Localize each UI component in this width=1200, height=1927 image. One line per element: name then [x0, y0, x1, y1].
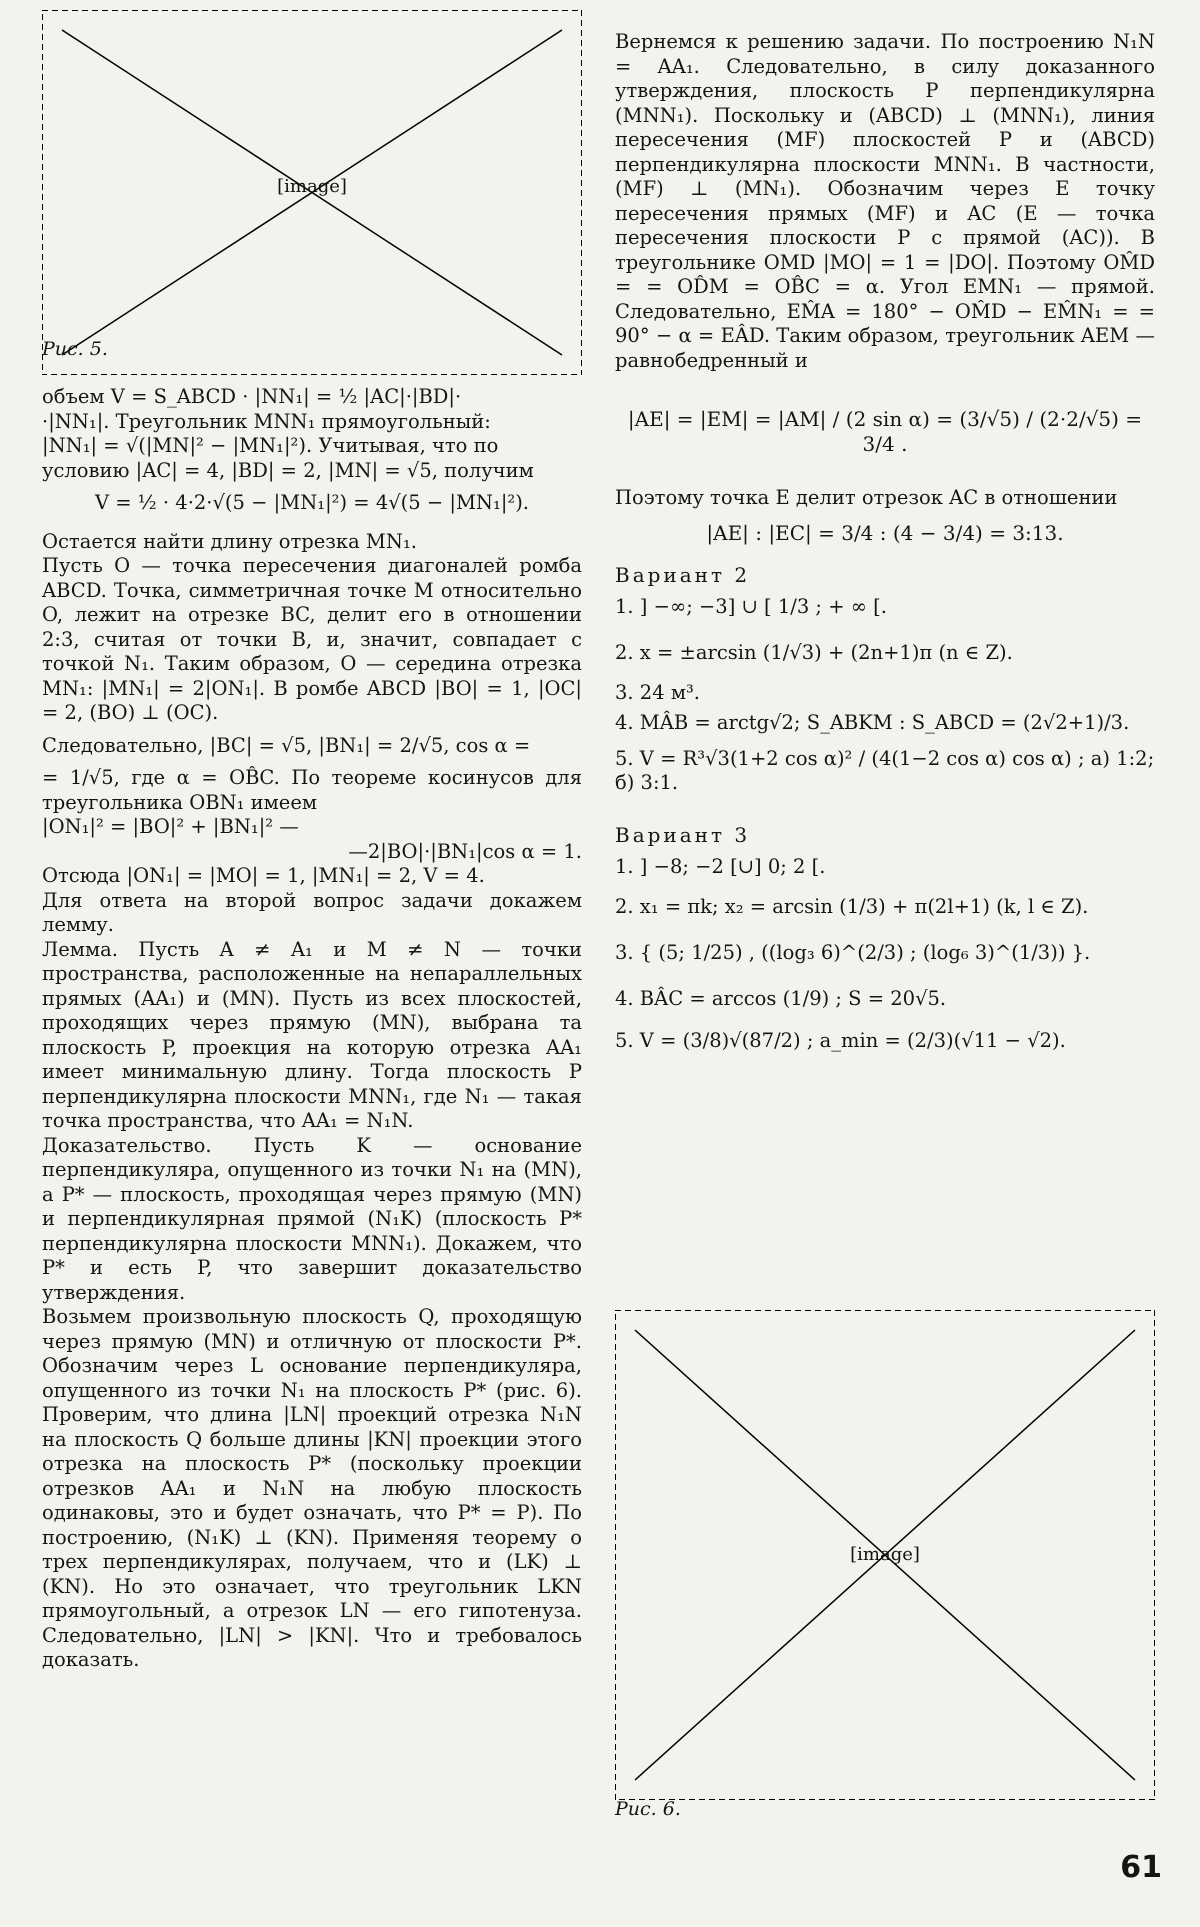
variant-2-answer-4: 4. MÂB = arctg√2; S_ABKM : S_ABCD = (2√2+1)/3. — [615, 711, 1130, 734]
variant-3-answer-5: 5. V = (3/8)√(87/2) ; a_min = (2/3)(√11 − √2). — [615, 1029, 1066, 1052]
proof-continued: Возьмем произвольную плоскость Q, проходящую через прямую (MN) и отличную от плоскости P*. Обозначим через L основание перпендикуляра, опущенного из точки N₁ на плоскость P* (рис. 6). Проверим, что длина |LN| проекций отрезка N₁N на плоскость Q больше длины |KN| проекции этого отрезка на плоскость P* (поскольку проекции отрезков AA₁ и N₁N на любую плоскость одинаковы, это и будет означать, что P* = P). По построению, (N₁K) ⊥ (KN). Применяя теорему о трех перпендикулярах, получаем, что и (LK) ⊥ (KN). Но это означает, что треугольник LKN прямоугольный, а отрезок LN — его гипотенуза. Следовательно, |LN| > |KN|. Что и требовалось доказать. — [42, 1305, 582, 1671]
volume-line-3: |NN₁| = √(|MN|² − |MN₁|²). Учитывая, что по — [42, 434, 499, 457]
variant-3-answer-1: 1. ] −8; −2 [∪] 0; 2 [. — [615, 855, 826, 878]
cos-formula-1: |ON₁|² = |BO|² + |BN₁|² — — [42, 815, 299, 838]
proof: Доказательство. Пусть K — основание перпендикуляра, опущенного из точки N₁ на (MN), а P* — плоскость, проходящая через прямую (MN) и перпендикулярная прямой (N₁K) (плоскость P* перпендикулярна плоскости MNN₁). Докажем, что P* и есть P, что завершит доказательство утверждения. — [42, 1133, 582, 1304]
lemma: Лемма. Пусть A ≠ A₁ и M ≠ N — точки пространства, расположенные на непараллельных прямых (AA₁) и (MN). Пусть из всех плоскостей, проходящих через прямую (MN), выбрана та плоскость P, проекция на которую отрезка AA₁ имеет минимальную длину. Тогда плоскость P перпендикулярна плоскости MNN₁, где N₁ — такая точка пространства, что AA₁ = N₁N. — [42, 937, 582, 1132]
volume-line-1: объем V = S_ABCD · |NN₁| = ½ |AC|·|BD|· — [42, 385, 462, 408]
page-number: 61 — [1120, 1850, 1162, 1885]
svg-text:[image]: [image] — [850, 1544, 920, 1565]
find-length: Остается найти длину отрезка MN₁. — [42, 529, 417, 553]
right-text-block — [615, 30, 1155, 1053]
ratio-formula: |AE| : |EC| = 3/4 : (4 − 3/4) = 3:13. — [706, 520, 1064, 545]
formula-ae: |AE| = |EM| = |AM| / (2 sin α) = (3/√5) / (2·2/√5) = 3/4 . — [627, 407, 1143, 456]
figure-6-caption: Рис. 6. — [615, 1798, 681, 1820]
variant-3-answers — [615, 855, 1155, 1053]
figure-5 — [42, 10, 582, 375]
variant-3-title: Вариант 3 — [615, 823, 751, 847]
cos-line: Следовательно, |BC| = √5, |BN₁| = 2/√5, cos α = — [42, 733, 531, 757]
figure-5-caption: Рис. 5. — [42, 338, 108, 360]
lemma-intro: Для ответа на второй вопрос задачи докажем лемму. — [42, 888, 582, 936]
variant-2-answer-2: 2. x = ±arcsin (1/√3) + (2n+1)π (n ∈ Z). — [615, 641, 1013, 664]
return-to-problem: Вернемся к решению задачи. По построению N₁N = AA₁. Следовательно, в силу доказанного утверждения, плоскость P перпендикулярна (MNN₁). Поскольку и (ABCD) ⊥ (MNN₁), линия пересечения (MF) плоскостей P и (ABCD) перпендикулярна плоскости MNN₁. В частности, (MF) ⊥ (MN₁). Обозначим через E точку пересечения прямых (MF) и AC (E — точка пересечения плоскости P с прямой (AC)). В треугольнике OMD |MO| = 1 = |DO|. Поэтому OM̂D = = OD̂M = OB̂C = α. Угол EMN₁ — прямой. Следовательно, EM̂A = 180° − OM̂D − EM̂N₁ = = 90° − α = EÂD. Таким образом, треугольник AEM — равнобедренный и — [615, 30, 1155, 372]
variant-2-answers — [615, 595, 1155, 795]
svg-text:[image]: [image] — [277, 176, 347, 197]
rhombus-paragraph: Пусть O — точка пересечения диагоналей ромба ABCD. Точка, симметричная точке M относительно O, лежит на отрезке BC, делит его в отношении 2:3, считая от точки B, и, значит, совпадает с точкой N₁. Таким образом, O — середина отрезка MN₁: |MN₁| = 2|ON₁|. В ромбе ABCD |BO| = 1, |OC| = 2, (BO) ⊥ (OC). — [42, 554, 582, 724]
cos-theorem-line: = 1/√5, где α = OB̂C. По теореме косинусов для треугольника OBN₁ имеем — [42, 766, 582, 814]
volume-line-2: ·|NN₁|. Треугольник MNN₁ прямоугольный: — [42, 409, 491, 433]
volume-formula: V = ½ · 4·2·√(5 − |MN₁|²) = 4√(5 − |MN₁|²). — [94, 491, 530, 514]
variant-3-answer-3: 3. { (5; 1/25) , ((log₃ 6)^(2/3) ; (log₆ 3)^(1/3)) }. — [615, 941, 1091, 964]
variant-2-answer-5: 5. V = R³√3(1+2 cos α)² / (4(1−2 cos α) cos α) ; а) 1:2; б) 3:1. — [615, 747, 1155, 794]
volume-line-4: условию |AC| = 4, |BD| = 2, |MN| = √5, получим — [42, 458, 534, 482]
result-line: Отсюда |ON₁| = |MO| = 1, |MN₁| = 2, V = 4. — [42, 864, 485, 887]
left-text-block — [42, 385, 582, 1673]
variant-2-answer-3: 3. 24 м³. — [615, 681, 700, 704]
variant-2-title: Вариант 2 — [615, 563, 751, 587]
cos-formula-2: —2|BO|·|BN₁|cos α = 1. — [348, 839, 582, 863]
variant-3-answer-2: 2. x₁ = πk; x₂ = arcsin (1/3) + π(2l+1) (k, l ∈ Z). — [615, 895, 1089, 918]
variant-2-answer-1: 1. ] −∞; −3] ∪ [ 1/3 ; + ∞ [. — [615, 595, 887, 618]
variant-3-answer-4: 4. BÂC = arccos (1/9) ; S = 20√5. — [615, 987, 947, 1010]
figure-6 — [615, 1310, 1155, 1800]
ratio-intro: Поэтому точка E делит отрезок AC в отношении — [615, 486, 1118, 509]
